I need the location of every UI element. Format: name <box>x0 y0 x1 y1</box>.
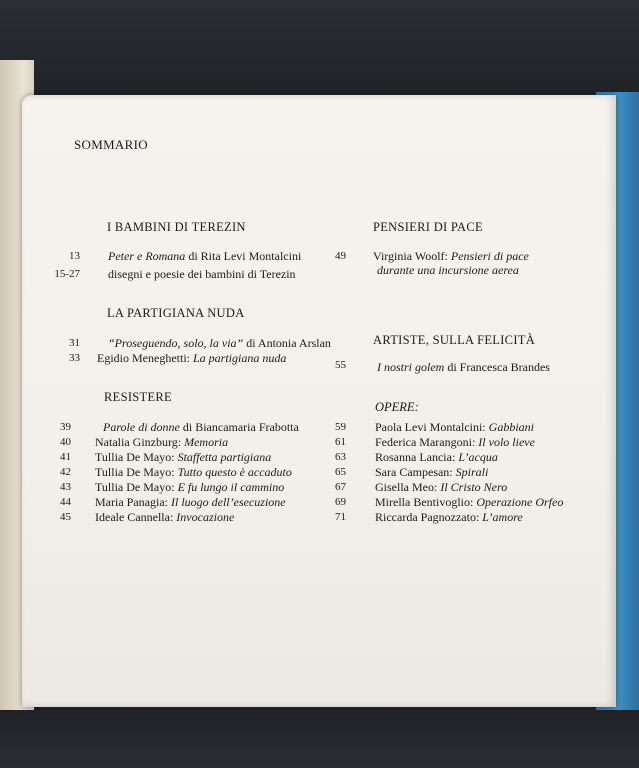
page-title: SOMMARIO <box>74 137 148 152</box>
section-heading-artiste: ARTISTE, SULLA FELICITÀ <box>373 333 536 347</box>
entry-title: Tutto questo è accaduto <box>177 465 292 479</box>
page-number: 40 <box>60 436 71 448</box>
page-number: 55 <box>335 359 346 371</box>
toc-entry <box>108 336 331 350</box>
toc-entry <box>95 465 292 479</box>
page-number: 31 <box>69 337 80 349</box>
entry-title: Il volo lieve <box>478 435 535 449</box>
entry-title-continued: durante una incursione aerea <box>377 263 519 277</box>
toc-entry <box>108 249 301 263</box>
toc-entry <box>375 465 488 479</box>
page-number: 71 <box>335 511 346 523</box>
toc-entry <box>95 495 286 509</box>
entry-author: di Antonia Arslan <box>243 336 331 350</box>
entry-title: Operazione Orfeo <box>476 495 564 509</box>
entry-author: Sara Campesan: <box>375 465 456 479</box>
page-number: 61 <box>335 436 346 448</box>
page-number: 65 <box>335 466 346 478</box>
toc-entry <box>375 450 498 464</box>
toc-entry <box>95 510 234 524</box>
entry-author: di Francesca Brandes <box>444 360 550 374</box>
entry-title: Il luogo dell’esecuzione <box>170 495 286 509</box>
toc-entry <box>103 420 299 434</box>
entry-author: di Rita Levi Montalcini <box>185 249 302 263</box>
page-number: 42 <box>60 466 71 478</box>
toc-entry <box>375 420 534 434</box>
page-number: 41 <box>60 451 71 463</box>
toc-entry <box>377 360 550 374</box>
entry-title: Invocazione <box>176 510 235 524</box>
page-number: 45 <box>60 511 71 523</box>
toc-entry <box>375 435 535 449</box>
background-bottom <box>0 700 639 768</box>
entry-author: Virginia Woolf: <box>373 249 451 263</box>
entry-author: Natalia Ginzburg: <box>95 435 185 449</box>
toc-entry <box>95 480 284 494</box>
entry-title: Gabbiani <box>488 420 534 434</box>
entry-author: Tullia De Mayo: <box>95 450 178 464</box>
toc-entry <box>375 480 507 494</box>
entry-author: Riccarda Pagnozzato: <box>375 510 483 524</box>
entry-author: Gisella Meo: <box>375 480 441 494</box>
page-number: 44 <box>60 496 71 508</box>
background-top <box>0 0 639 100</box>
entry-title: Peter e Romana <box>108 249 186 263</box>
entry-title: Il Cristo Nero <box>440 480 508 494</box>
entry-title: La partigiana nuda <box>192 351 287 365</box>
page-number: 13 <box>69 250 80 262</box>
toc-entry <box>95 450 271 464</box>
entry-title: I nostri golem <box>377 360 445 374</box>
page-number: 43 <box>60 481 71 493</box>
entry-title: L’amore <box>482 510 523 524</box>
entry-author: Rosanna Lancia: <box>375 450 459 464</box>
toc-entry <box>108 267 296 281</box>
toc-entry <box>375 495 563 509</box>
entry-author: Egidio Meneghetti: <box>97 351 193 365</box>
entry-title: Spirali <box>455 465 489 479</box>
section-heading-resistere: RESISTERE <box>104 390 172 404</box>
page-number: 59 <box>335 421 346 433</box>
page-number: 67 <box>335 481 346 493</box>
entry-title: “Proseguendo, solo, la via” <box>108 336 244 350</box>
toc-entry <box>95 435 228 449</box>
entry-author: Tullia De Mayo: <box>95 465 178 479</box>
entry-title: E fu lungo il cammino <box>177 480 285 494</box>
page-number: 39 <box>60 421 71 433</box>
entry-author: di Biancamaria Frabotta <box>179 420 299 434</box>
entry-text: disegni e poesie dei bambini di Terezin <box>108 267 296 281</box>
entry-title: Pensieri di pace <box>450 249 529 263</box>
toc-entry <box>373 249 529 263</box>
entry-author: Paola Levi Montalcini: <box>375 420 489 434</box>
page-number: 33 <box>69 352 80 364</box>
section-heading-bambini: I BAMBINI DI TEREZIN <box>107 220 246 234</box>
entry-author: Federica Marangoni: <box>375 435 479 449</box>
entry-title: Parole di donne <box>103 420 180 434</box>
toc-entry <box>375 510 523 524</box>
entry-author: Tullia De Mayo: <box>95 480 178 494</box>
section-heading-opere: OPERE: <box>375 400 419 414</box>
entry-title: L’acqua <box>458 450 498 464</box>
entry-author: Ideale Cannella: <box>95 510 177 524</box>
contents-page <box>22 95 616 707</box>
entry-author: Mirella Bentivoglio: <box>375 495 477 509</box>
section-heading-pace: PENSIERI DI PACE <box>373 220 483 234</box>
page-number: 69 <box>335 496 346 508</box>
page-number: 49 <box>335 250 346 262</box>
toc-entry <box>97 351 286 365</box>
section-heading-partigiana: LA PARTIGIANA NUDA <box>107 306 245 320</box>
entry-title: Memoria <box>184 435 229 449</box>
page-number: 15-27 <box>54 268 80 280</box>
entry-author: Maria Panagia: <box>95 495 171 509</box>
entry-title: Staffetta partigiana <box>177 450 272 464</box>
page-number: 63 <box>335 451 346 463</box>
